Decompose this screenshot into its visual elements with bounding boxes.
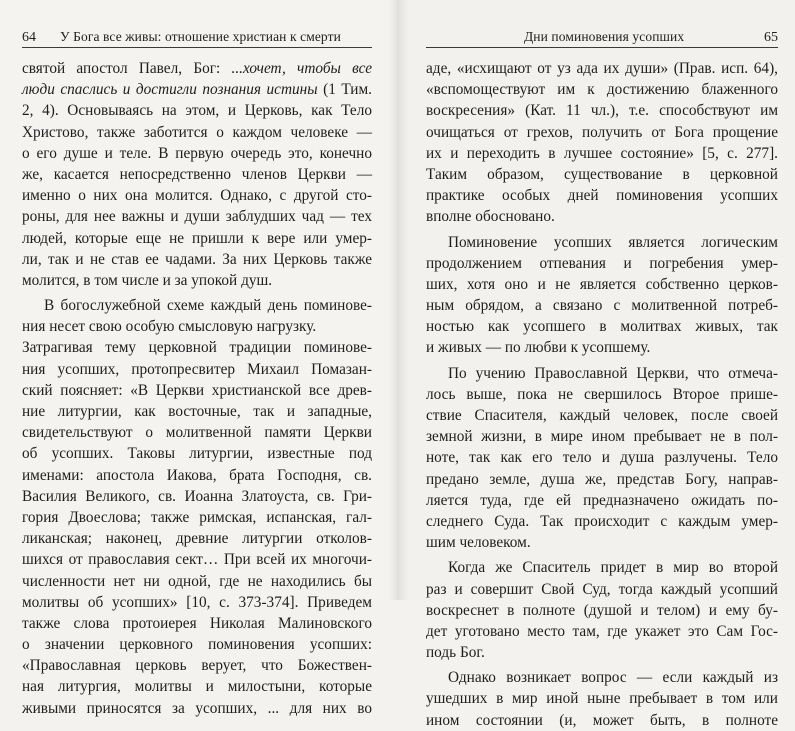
text-line: Таким образом, существование в церковной bbox=[426, 165, 778, 183]
text-line: именами: апостола Иакова, брата Господня, св. bbox=[22, 466, 372, 484]
text-line: «Православная церковь верует, что Божествен- bbox=[22, 657, 372, 675]
text-line: свидетельствуют о молитвенной памяти Церкви bbox=[22, 424, 372, 442]
text-line: ная литургия, молитвы и милостыни, которые bbox=[22, 678, 372, 696]
right-running-header bbox=[426, 27, 778, 48]
text-line: о значении церковного поминовения усопших: bbox=[22, 636, 372, 654]
right-running-title: Дни поминовения усопших bbox=[524, 29, 685, 44]
text-line: о его душе и теле. В первую очередь это, конечно bbox=[22, 144, 372, 162]
left-running-header bbox=[22, 27, 372, 48]
text-line: ляется туда, где ей предназначено ожидать по- bbox=[426, 491, 778, 509]
text-line: Христово, также заботится о каждом человеке — bbox=[22, 123, 372, 141]
text-line: численности нет ни одной, где не находились бы bbox=[22, 572, 372, 590]
text-line: земной жизни, в мире ином пребывает не в пол- bbox=[426, 428, 778, 446]
book-gutter-shadow bbox=[388, 0, 408, 600]
right-page bbox=[398, 0, 795, 729]
text-line: шим человеком. bbox=[426, 534, 531, 552]
text-line: следнего Суда. Так происходит с каждым умер- bbox=[426, 512, 778, 530]
text-line: ших, хотя оно и не является собственно церков- bbox=[426, 275, 778, 293]
right-body-text bbox=[426, 58, 778, 731]
text-line: подь Бог. bbox=[426, 644, 485, 662]
left-body-text bbox=[22, 58, 372, 719]
text-line: вполне обосновано. bbox=[426, 208, 555, 226]
text-line: людей, которые еще не пришли к вере или умер- bbox=[22, 229, 372, 247]
text-line: молится, в том числе и за упокой душ. bbox=[22, 271, 273, 289]
text-line: раз и совершит Свой Суд, тогда каждый усопший bbox=[426, 580, 778, 598]
text-line: ноте, так как его тело и душа разлучены. Тело bbox=[426, 449, 778, 467]
text-line: ным обрядом, а связано с молитвенной потреб- bbox=[426, 297, 778, 315]
left-page-number: 64 bbox=[22, 30, 36, 45]
text-line: гория Двоеслова; также римская, испанская, гал- bbox=[22, 508, 372, 526]
text-line: Василия Великого, св. Иоанна Златоуста, св. Гри- bbox=[22, 487, 372, 505]
text-line: Поминовение усопших является логическим bbox=[448, 233, 778, 251]
text-line: об усопших. Таковы литургии, известные под bbox=[22, 445, 372, 463]
text-line: воскресения» (Кат. 11 чл.), т.е. способствуют им bbox=[426, 102, 778, 120]
text-line: предано земле, душа же, представ Богу, направ- bbox=[426, 470, 778, 488]
text-line: также слова протоиерея Николая Малиновского bbox=[22, 614, 372, 632]
text-line: Затрагивая тему церковной традиции поминове- bbox=[22, 339, 372, 357]
text-line: и живых — по любви к усопшему. bbox=[426, 339, 651, 357]
text-line: В богослужебной схеме каждый день поминове- bbox=[44, 297, 372, 315]
text-line: их и переходить в лучшее состояние» [5, с. 277]. bbox=[426, 144, 778, 162]
text-line: лось выше, пока не свершилось Второе прише- bbox=[426, 385, 778, 403]
text-line: продолжением отпевания и погребения умер- bbox=[426, 254, 778, 272]
text-line: люди спаслись и достигли познания истины (1 Тим. bbox=[22, 81, 372, 99]
text-line: «вспомоществуют им к достижению блаженного bbox=[426, 81, 778, 99]
text-line: ние литургии, как восточные, так и западные, bbox=[22, 403, 372, 420]
text-line: живыми приносятся за усопших, ... для них во bbox=[22, 699, 372, 717]
left-page bbox=[0, 0, 398, 717]
text-line: ли, так и не став ее чадами. За них Церковь также bbox=[22, 250, 372, 268]
text-line: ния усопших, протопресвитер Михаил Помазан- bbox=[22, 360, 372, 378]
left-running-title: У Бога все живы: отношение христиан к смерти bbox=[60, 29, 341, 44]
text-line: же, касается непосредственно членов Церкви — bbox=[22, 165, 372, 183]
text-line: Однако возникает вопрос — если каждый из bbox=[448, 669, 778, 687]
text-line: роны, для нее важны и души заблудших чад — тех bbox=[22, 208, 372, 226]
text-line: Когда же Спаситель придет в мир во второй bbox=[448, 559, 778, 577]
text-line: дет уготовано место там, где укажет это Сам Гос- bbox=[426, 622, 778, 640]
text-line: практике особых дней поминовения усопших bbox=[426, 187, 778, 205]
text-line: 2, 4). Основываясь на этом, и Церковь, как Тело bbox=[22, 102, 372, 120]
text-line: ином состоянии (и, может быть, в полноте bbox=[426, 711, 778, 729]
right-page-number: 65 bbox=[764, 30, 778, 45]
text-line: именно о них она молится. Однако, с другой сто- bbox=[22, 187, 372, 205]
text-line: ностью как усопшего в молитвах живых, так bbox=[426, 318, 778, 336]
text-line: ушедших в мир иной ныне пребывает в том или bbox=[426, 690, 778, 708]
text-line: молитвы об усопших» [10, с. 373-374]. Приведем bbox=[22, 593, 372, 611]
text-line: аде, «исхищают от уз ада их души» (Прав. исп. 64), bbox=[426, 60, 778, 77]
text-line: святой апостол Павел, Бог: ...хочет, чтобы все bbox=[22, 60, 372, 77]
text-line: По учению Православной Церкви, что отмеча- bbox=[448, 364, 778, 382]
text-line: ский поясняет: «В Церкви христианской все древ- bbox=[22, 381, 372, 399]
text-line: шихся от православия сект… При всей их многочи- bbox=[22, 551, 372, 569]
text-line: ния несет свою особую смысловую нагрузку. bbox=[22, 318, 317, 336]
text-line: ликанская; наконец, древние литургии отколов- bbox=[22, 530, 372, 548]
text-line: ствие Спасителя, каждый человек, после своей bbox=[426, 407, 778, 424]
text-line: воскреснет в полноте (душой и телом) и ему бу- bbox=[426, 601, 778, 619]
text-line: очищаться от грехов, получить от Бога прощение bbox=[426, 123, 778, 141]
